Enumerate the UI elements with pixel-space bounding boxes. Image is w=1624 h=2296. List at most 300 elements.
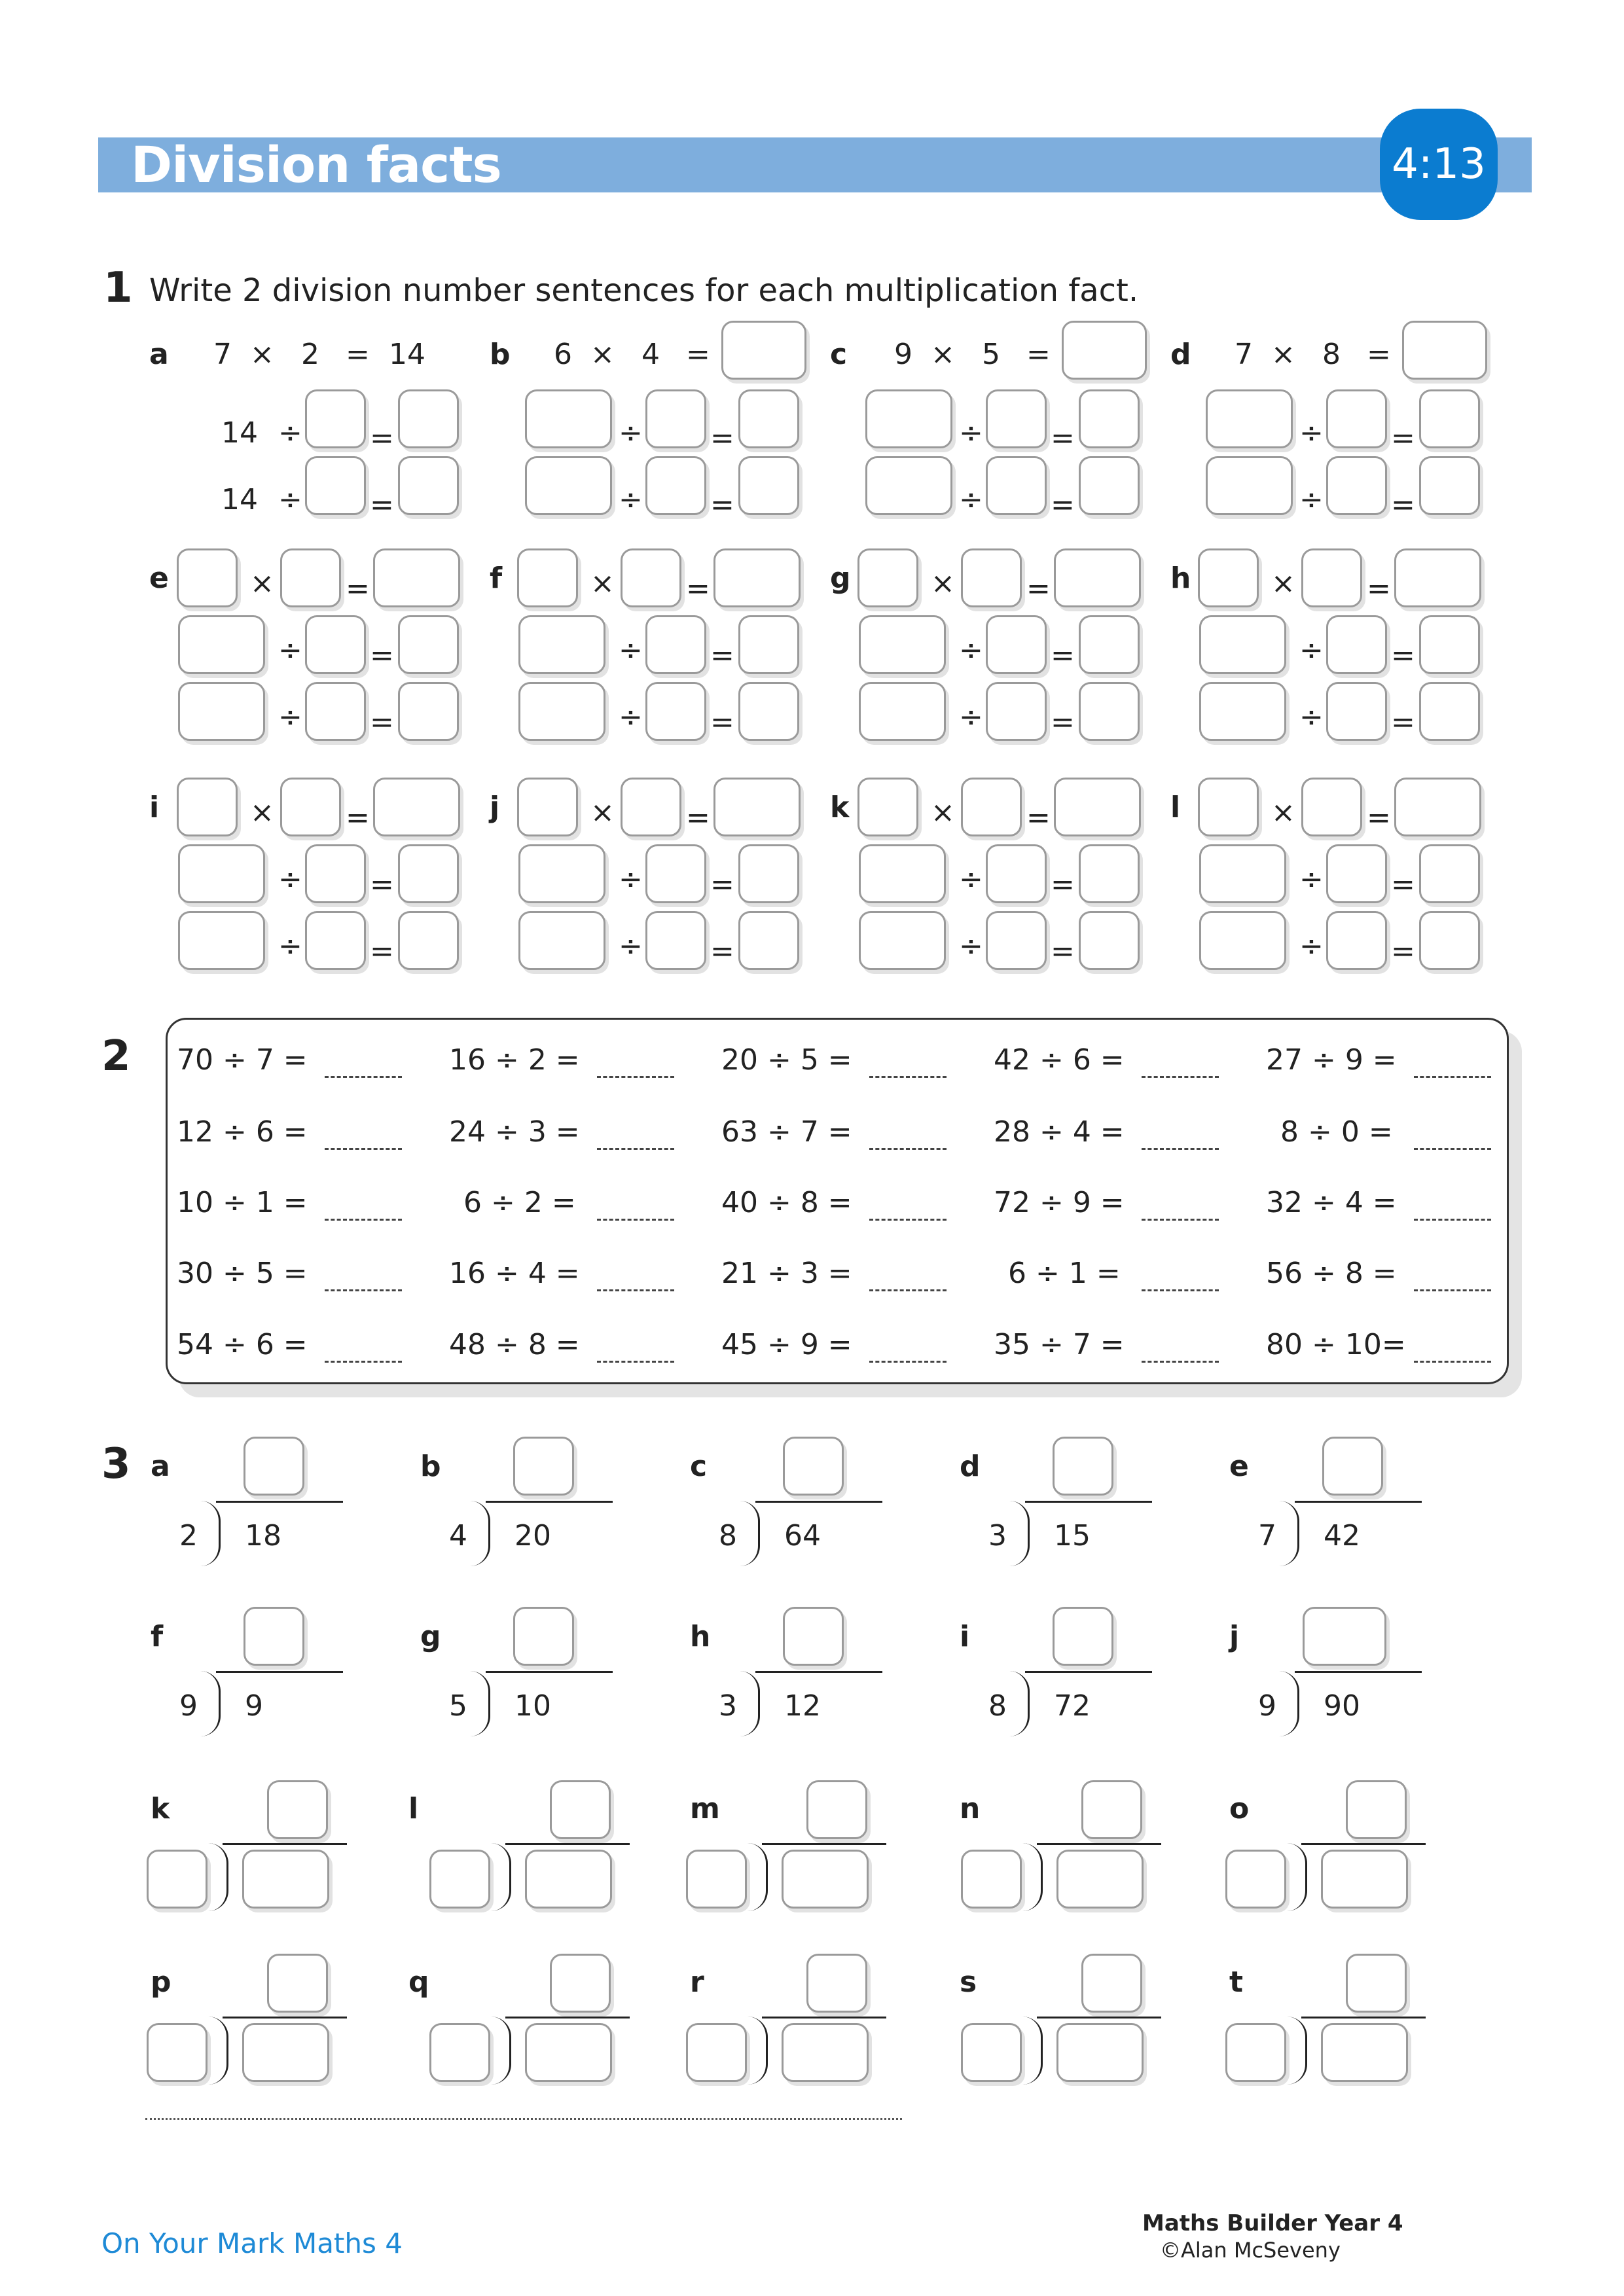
- equals-sign: =: [346, 338, 370, 371]
- times-sign: ×: [590, 338, 615, 371]
- factor-1: 7: [1235, 338, 1253, 371]
- quotient-box[interactable]: [738, 682, 799, 741]
- dividend-box[interactable]: [865, 456, 952, 515]
- answer-line[interactable]: [1414, 1076, 1491, 1078]
- equals-sign: =: [370, 639, 394, 672]
- item-label: c: [830, 338, 848, 371]
- divisor: 5: [449, 1689, 467, 1723]
- dividend-box[interactable]: [518, 615, 605, 674]
- division-problem: 16 ÷ 2 =: [449, 1043, 580, 1077]
- quotient-box[interactable]: [738, 911, 799, 970]
- equals-sign: =: [346, 801, 370, 834]
- division-problem: 42 ÷ 6 =: [994, 1043, 1125, 1077]
- answer-line[interactable]: [597, 1289, 674, 1291]
- quotient-box[interactable]: [513, 1607, 574, 1666]
- division-bracket: [208, 2017, 228, 2085]
- divide-sign: ÷: [959, 929, 983, 963]
- divide-sign: ÷: [1299, 929, 1324, 963]
- product-box[interactable]: [373, 778, 460, 836]
- division-bracket: [748, 1843, 768, 1911]
- dividend-box[interactable]: [178, 615, 265, 674]
- factor-2-box[interactable]: [1301, 778, 1362, 836]
- factor-2-box[interactable]: [621, 778, 681, 836]
- dividend-box[interactable]: [518, 911, 605, 970]
- quotient-box[interactable]: [267, 1954, 328, 2013]
- question-1-instruction: Write 2 division number sentences for each multiplication fact.: [149, 272, 1139, 309]
- divisor-box[interactable]: [645, 844, 706, 903]
- answer-line[interactable]: [869, 1076, 947, 1078]
- quotient-box[interactable]: [1419, 911, 1480, 970]
- equals-sign: =: [1391, 422, 1415, 455]
- division-bracket: [1279, 1501, 1299, 1566]
- quotient-box[interactable]: [398, 615, 459, 674]
- times-sign: ×: [590, 567, 615, 600]
- quotient-box[interactable]: [1053, 1437, 1113, 1496]
- divisor-box[interactable]: [961, 1850, 1022, 1909]
- divide-sign: ÷: [959, 634, 983, 667]
- quotient-box[interactable]: [738, 615, 799, 674]
- answer-line[interactable]: [1142, 1219, 1219, 1221]
- dividend-box[interactable]: [525, 1850, 612, 1909]
- dividend-box[interactable]: [525, 2023, 612, 2082]
- divide-sign: ÷: [619, 700, 643, 734]
- factor-2: 5: [982, 338, 1000, 371]
- answer-line[interactable]: [325, 1219, 402, 1221]
- division-bar: [1295, 1501, 1422, 1503]
- equals-sign: =: [1391, 488, 1415, 522]
- item-label: s: [960, 1965, 977, 1999]
- divisor-box[interactable]: [305, 682, 366, 741]
- quotient-box[interactable]: [398, 911, 459, 970]
- factor-2-box[interactable]: [280, 548, 341, 607]
- divisor: 7: [1258, 1519, 1276, 1552]
- divisor: 3: [719, 1689, 737, 1723]
- dividend-box[interactable]: [859, 844, 946, 903]
- divisor-box[interactable]: [305, 456, 366, 515]
- times-sign: ×: [250, 338, 274, 371]
- quotient-box[interactable]: [1419, 456, 1480, 515]
- quotient-box[interactable]: [806, 1954, 867, 2013]
- divisor-box[interactable]: [986, 389, 1047, 448]
- equals-sign: =: [1051, 488, 1075, 522]
- answer-line[interactable]: [869, 1219, 947, 1221]
- dividend: 64: [784, 1519, 821, 1552]
- dividend-box[interactable]: [1321, 2023, 1408, 2082]
- answer-line[interactable]: [1414, 1361, 1491, 1363]
- dividend-box[interactable]: [859, 615, 946, 674]
- divisor-box[interactable]: [305, 844, 366, 903]
- division-bracket: [740, 1501, 760, 1566]
- divisor-box[interactable]: [1326, 682, 1387, 741]
- item-label: d: [960, 1450, 981, 1483]
- divisor-box[interactable]: [429, 2023, 490, 2082]
- item-label: k: [830, 791, 850, 824]
- quotient-box[interactable]: [1079, 615, 1140, 674]
- quotient-box[interactable]: [1079, 456, 1140, 515]
- division-bracket: [1279, 1671, 1299, 1736]
- equals-sign: =: [370, 868, 394, 901]
- equals-sign: =: [1051, 868, 1075, 901]
- answer-line[interactable]: [597, 1076, 674, 1078]
- quotient-box[interactable]: [1346, 1954, 1407, 2013]
- dividend: 9: [245, 1689, 263, 1723]
- quotient-box[interactable]: [1322, 1437, 1383, 1496]
- equals-sign: =: [710, 422, 734, 455]
- quotient-box[interactable]: [783, 1437, 844, 1496]
- factor-1-box[interactable]: [177, 778, 238, 836]
- factor-2: 2: [301, 338, 319, 371]
- item-label: r: [690, 1965, 704, 1999]
- division-problem: 70 ÷ 7 =: [177, 1043, 308, 1077]
- times-sign: ×: [250, 567, 274, 600]
- divide-sign: ÷: [278, 863, 302, 896]
- quotient-box[interactable]: [1053, 1607, 1113, 1666]
- dividend-box[interactable]: [782, 2023, 869, 2082]
- quotient-box[interactable]: [244, 1607, 304, 1666]
- quotient-box[interactable]: [550, 1954, 611, 2013]
- answer-line[interactable]: [597, 1361, 674, 1363]
- quotient-box[interactable]: [1346, 1780, 1407, 1839]
- product-answer-box[interactable]: [1402, 321, 1487, 380]
- times-sign: ×: [931, 796, 955, 829]
- factor-2: 4: [641, 338, 660, 371]
- divisor-box[interactable]: [686, 1850, 747, 1909]
- answer-line[interactable]: [325, 1076, 402, 1078]
- divisor-box[interactable]: [1326, 389, 1387, 448]
- dividend: 90: [1324, 1689, 1360, 1723]
- equals-sign: =: [1051, 422, 1075, 455]
- dividend-box[interactable]: [518, 682, 605, 741]
- division-bar: [505, 2017, 630, 2018]
- answer-line[interactable]: [325, 1148, 402, 1150]
- divide-sign: ÷: [1299, 634, 1324, 667]
- equals-sign: =: [1391, 639, 1415, 672]
- item-label: i: [960, 1620, 970, 1653]
- division-problem: 72 ÷ 9 =: [994, 1186, 1125, 1219]
- quotient-box[interactable]: [1419, 682, 1480, 741]
- equals-sign: =: [1026, 572, 1051, 605]
- divisor-box[interactable]: [305, 615, 366, 674]
- divisor-box[interactable]: [986, 682, 1047, 741]
- divisor-box[interactable]: [429, 1850, 490, 1909]
- factor-2: 8: [1322, 338, 1341, 371]
- dividend-box[interactable]: [1199, 911, 1286, 970]
- equals-sign: =: [1391, 935, 1415, 968]
- divisor-box[interactable]: [645, 389, 706, 448]
- item-label: a: [149, 338, 169, 371]
- item-label: h: [690, 1620, 711, 1653]
- dividend-box[interactable]: [1206, 389, 1293, 448]
- divide-sign: ÷: [959, 416, 983, 450]
- division-bracket: [208, 1843, 228, 1911]
- equals-sign: =: [370, 488, 394, 522]
- dividend-box[interactable]: [782, 1850, 869, 1909]
- division-problem: 16 ÷ 4 =: [449, 1257, 580, 1290]
- division-bar: [755, 1671, 882, 1673]
- quotient-box[interactable]: [806, 1780, 867, 1839]
- quotient-box[interactable]: [1081, 1780, 1142, 1839]
- quotient-box[interactable]: [1079, 844, 1140, 903]
- equals-sign: =: [1026, 338, 1051, 371]
- dividend: 12: [784, 1689, 821, 1723]
- equals-sign: =: [710, 868, 734, 901]
- divisor-box[interactable]: [1326, 844, 1387, 903]
- division-bar: [1037, 2017, 1161, 2018]
- product-answer-box[interactable]: [1062, 321, 1147, 380]
- item-label: j: [490, 791, 500, 824]
- division-bar: [1037, 1843, 1161, 1845]
- divisor-box[interactable]: [645, 911, 706, 970]
- quotient-box[interactable]: [738, 456, 799, 515]
- divisor-box[interactable]: [147, 1850, 208, 1909]
- divide-sign: ÷: [619, 416, 643, 450]
- equals-sign: =: [1026, 801, 1051, 834]
- answer-line[interactable]: [597, 1219, 674, 1221]
- answer-line[interactable]: [869, 1148, 947, 1150]
- answer-line[interactable]: [1142, 1148, 1219, 1150]
- answer-line[interactable]: [869, 1289, 947, 1291]
- quotient-box[interactable]: [1303, 1607, 1386, 1666]
- answer-line[interactable]: [1142, 1361, 1219, 1363]
- divide-sign: ÷: [278, 929, 302, 963]
- equals-sign: =: [370, 935, 394, 968]
- product-box[interactable]: [373, 548, 460, 607]
- division-problem: 27 ÷ 9 =: [1266, 1043, 1397, 1077]
- dividend-box[interactable]: [525, 456, 612, 515]
- dividend: 20: [514, 1519, 551, 1552]
- divisor-box[interactable]: [645, 456, 706, 515]
- dividend-box[interactable]: [518, 844, 605, 903]
- quotient-box[interactable]: [513, 1437, 574, 1496]
- division-problem: 24 ÷ 3 =: [449, 1115, 580, 1149]
- quotient-box[interactable]: [398, 682, 459, 741]
- division-bar: [755, 1501, 882, 1503]
- factor-1-box[interactable]: [177, 548, 238, 607]
- division-bracket: [1287, 2017, 1307, 2085]
- divide-sign: ÷: [959, 700, 983, 734]
- dividend-box[interactable]: [178, 682, 265, 741]
- division-bracket: [470, 1671, 490, 1736]
- page-title: Division facts: [131, 135, 501, 194]
- equals-sign: =: [346, 572, 370, 605]
- divisor-box[interactable]: [986, 456, 1047, 515]
- divisor-box[interactable]: [305, 911, 366, 970]
- item-label: f: [151, 1620, 164, 1653]
- item-label: c: [690, 1450, 708, 1483]
- dividend-box[interactable]: [859, 911, 946, 970]
- divisor-box[interactable]: [645, 682, 706, 741]
- item-label: g: [420, 1620, 441, 1653]
- divisor: 4: [449, 1519, 467, 1552]
- item-label: f: [490, 562, 503, 595]
- answer-line[interactable]: [869, 1361, 947, 1363]
- division-problem: 32 ÷ 4 =: [1266, 1186, 1397, 1219]
- quotient-box[interactable]: [398, 389, 459, 448]
- factor-1-box[interactable]: [517, 548, 578, 607]
- division-problem: 54 ÷ 6 =: [177, 1328, 308, 1361]
- question-2-number: 2: [101, 1032, 131, 1081]
- quotient-box[interactable]: [1079, 389, 1140, 448]
- item-label: b: [490, 338, 511, 371]
- division-bar: [216, 1671, 343, 1673]
- dividend: 42: [1324, 1519, 1360, 1552]
- division-problem: 63 ÷ 7 =: [721, 1115, 852, 1149]
- quotient-box[interactable]: [398, 456, 459, 515]
- dividend-box[interactable]: [1199, 844, 1286, 903]
- factor-2-box[interactable]: [961, 778, 1022, 836]
- divisor: 9: [1258, 1689, 1276, 1723]
- quotient-box[interactable]: [550, 1780, 611, 1839]
- quotient-box[interactable]: [738, 844, 799, 903]
- product-box[interactable]: [1394, 548, 1481, 607]
- division-bar: [1025, 1501, 1152, 1503]
- quotient-box[interactable]: [1079, 682, 1140, 741]
- product-box[interactable]: [1054, 548, 1141, 607]
- product-answer-box[interactable]: [721, 321, 806, 380]
- divisor-box[interactable]: [986, 911, 1047, 970]
- equals-sign: =: [1367, 801, 1391, 834]
- equals-sign: =: [1051, 935, 1075, 968]
- divisor: 8: [988, 1689, 1007, 1723]
- equals-sign: =: [686, 801, 710, 834]
- factor-1: 9: [894, 338, 912, 371]
- times-sign: ×: [250, 796, 274, 829]
- dividend-box[interactable]: [1056, 2023, 1144, 2082]
- quotient-box[interactable]: [1081, 1954, 1142, 2013]
- item-label: a: [151, 1450, 170, 1483]
- factor-1-box[interactable]: [1198, 778, 1259, 836]
- product-box[interactable]: [1394, 778, 1481, 836]
- factor-1-box[interactable]: [1198, 548, 1259, 607]
- divisor-box[interactable]: [986, 615, 1047, 674]
- division-bar: [223, 1843, 347, 1845]
- factor-2-box[interactable]: [621, 548, 681, 607]
- answer-line[interactable]: [1142, 1076, 1219, 1078]
- division-bracket: [470, 1501, 490, 1566]
- division-bracket: [740, 1671, 760, 1736]
- product-box[interactable]: [713, 778, 801, 836]
- answer-line[interactable]: [1142, 1289, 1219, 1291]
- factor-1-box[interactable]: [857, 778, 918, 836]
- quotient-box[interactable]: [244, 1437, 304, 1496]
- division-problem: 28 ÷ 4 =: [994, 1115, 1125, 1149]
- equals-sign: =: [710, 488, 734, 522]
- division-bracket: [491, 2017, 511, 2085]
- dividend-box[interactable]: [1199, 615, 1286, 674]
- item-label: m: [690, 1792, 720, 1825]
- product-box[interactable]: [713, 548, 801, 607]
- equals-sign: =: [686, 338, 710, 371]
- answer-line[interactable]: [325, 1289, 402, 1291]
- factor-2-box[interactable]: [961, 548, 1022, 607]
- dividend-box[interactable]: [178, 844, 265, 903]
- page-number-badge: 4:13: [1380, 109, 1498, 220]
- item-label: l: [1170, 791, 1181, 824]
- quotient-box[interactable]: [1079, 911, 1140, 970]
- dividend-box[interactable]: [1199, 682, 1286, 741]
- quotient-box[interactable]: [783, 1607, 844, 1666]
- factor-2-box[interactable]: [1301, 548, 1362, 607]
- division-problem: 10 ÷ 1 =: [177, 1186, 308, 1219]
- divide-sign: ÷: [278, 483, 302, 516]
- division-bar: [1295, 1671, 1422, 1673]
- times-sign: ×: [1271, 567, 1295, 600]
- divisor-box[interactable]: [1225, 1850, 1286, 1909]
- item-label: k: [151, 1792, 170, 1825]
- division-problem: 35 ÷ 7 =: [994, 1328, 1125, 1361]
- division-problem: 80 ÷ 10=: [1266, 1328, 1406, 1361]
- division-bracket: [1022, 2017, 1043, 2085]
- dividend-box[interactable]: [1321, 1850, 1408, 1909]
- division-bar: [486, 1671, 613, 1673]
- divisor: 3: [988, 1519, 1007, 1552]
- dividend: 14: [221, 416, 258, 450]
- dividend: 10: [514, 1689, 551, 1723]
- divisor-box[interactable]: [147, 2023, 208, 2082]
- dividend-box[interactable]: [178, 911, 265, 970]
- dividend-box[interactable]: [1206, 456, 1293, 515]
- answer-line[interactable]: [597, 1148, 674, 1150]
- equals-sign: =: [370, 422, 394, 455]
- dividend-box[interactable]: [1056, 1850, 1144, 1909]
- dividend-box[interactable]: [865, 389, 952, 448]
- times-sign: ×: [1271, 796, 1295, 829]
- equals-sign: =: [1367, 338, 1391, 371]
- divisor-box[interactable]: [1326, 615, 1387, 674]
- division-problem: 40 ÷ 8 =: [721, 1186, 852, 1219]
- product-box[interactable]: [1054, 778, 1141, 836]
- divisor-box[interactable]: [305, 389, 366, 448]
- question-1-number: 1: [103, 264, 133, 312]
- division-problem: 20 ÷ 5 =: [721, 1043, 852, 1077]
- quotient-box[interactable]: [1419, 389, 1480, 448]
- divisor-box[interactable]: [686, 2023, 747, 2082]
- factor-1-box[interactable]: [517, 778, 578, 836]
- question-3-number: 3: [101, 1440, 131, 1488]
- quotient-box[interactable]: [738, 389, 799, 448]
- dividend-box[interactable]: [242, 1850, 329, 1909]
- answer-line[interactable]: [1414, 1148, 1491, 1150]
- divisor-box[interactable]: [1326, 911, 1387, 970]
- factor-2-box[interactable]: [280, 778, 341, 836]
- factor-1-box[interactable]: [857, 548, 918, 607]
- quotient-box[interactable]: [1419, 615, 1480, 674]
- division-bracket: [1022, 1843, 1043, 1911]
- division-bracket: [1287, 1843, 1307, 1911]
- dividend-box[interactable]: [242, 2023, 329, 2082]
- divide-sign: ÷: [619, 929, 643, 963]
- quotient-box[interactable]: [398, 844, 459, 903]
- division-problem: 12 ÷ 6 =: [177, 1115, 308, 1149]
- divisor-box[interactable]: [1225, 2023, 1286, 2082]
- divisor-box[interactable]: [961, 2023, 1022, 2082]
- divide-sign: ÷: [1299, 416, 1324, 450]
- answer-line[interactable]: [325, 1361, 402, 1363]
- divisor-box[interactable]: [986, 844, 1047, 903]
- equals-sign: =: [370, 706, 394, 739]
- quotient-box[interactable]: [267, 1780, 328, 1839]
- divisor-box[interactable]: [1326, 456, 1387, 515]
- quotient-box[interactable]: [1419, 844, 1480, 903]
- answer-line[interactable]: [1414, 1219, 1491, 1221]
- dividend-box[interactable]: [525, 389, 612, 448]
- divisor-box[interactable]: [645, 615, 706, 674]
- answer-line[interactable]: [1414, 1289, 1491, 1291]
- equals-sign: =: [710, 706, 734, 739]
- dividend-box[interactable]: [859, 682, 946, 741]
- times-sign: ×: [590, 796, 615, 829]
- dividend: 15: [1054, 1519, 1091, 1552]
